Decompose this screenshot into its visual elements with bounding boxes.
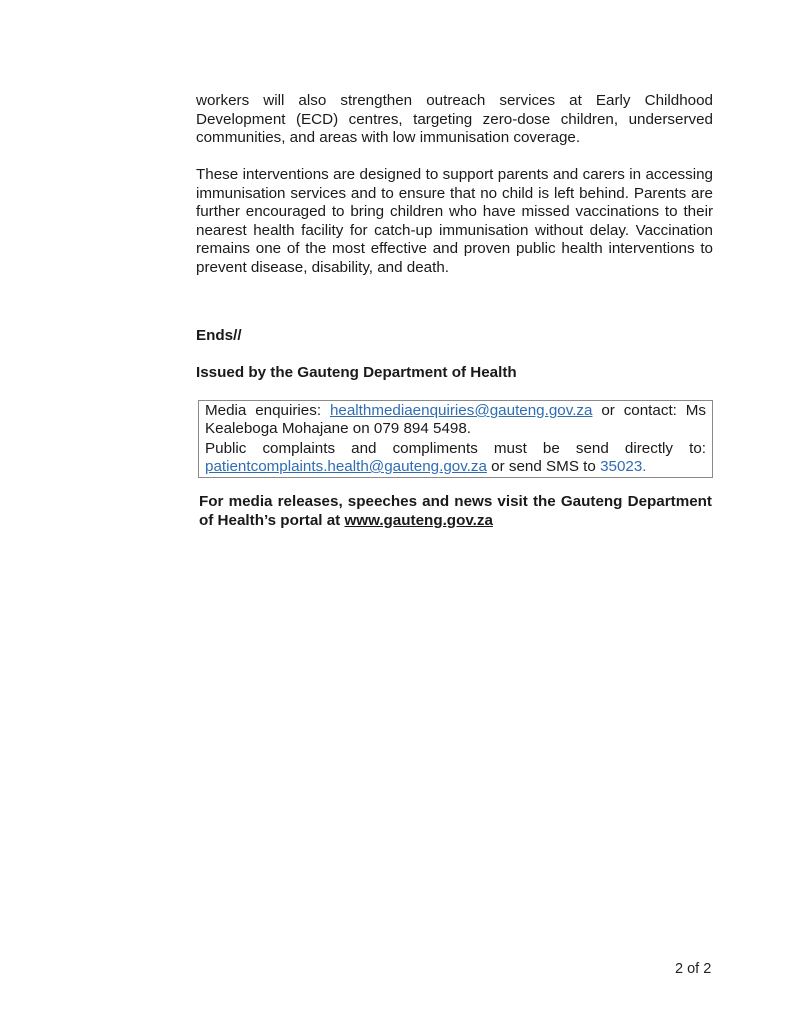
body-paragraph-interventions: These interventions are designed to support parents and carers in accessing immunisation services and to ensure that no child is left behind. Parents are further encouraged to bring children who have missed vaccinations to their nearest health facility for catch-up immunisation without delay. Vaccination remains one of the most effective and proven public health interventions to prevent disease, disability, and death. <box>196 166 713 276</box>
complaints-label: Public complaints and compliments must be send directly to: <box>205 440 706 457</box>
media-contact-person: or contact: Ms Kealeboga Mohajane on 079 894 5498. <box>205 402 706 437</box>
issued-by-heading: Issued by the Gauteng Department of Health <box>196 364 517 381</box>
body-paragraph-outreach: workers will also strengthen outreach services at Early Childhood Development (ECD) centres, targeting zero-dose children, underserved communities, and areas with low immunisation coverage. <box>196 92 713 147</box>
media-enquiries-cell <box>199 401 713 440</box>
complaints-cell <box>199 439 713 478</box>
sms-number[interactable]: 35023. <box>600 458 647 475</box>
media-portal-note <box>199 493 712 530</box>
contact-table <box>198 400 713 478</box>
website-link[interactable]: www.gauteng.gov.za <box>344 511 493 529</box>
media-portal-text: For media releases, speeches and news visit the Gauteng Department of Health’s portal at <box>199 493 712 529</box>
media-enquiries-row <box>199 401 713 440</box>
sms-label: or send SMS to <box>486 458 601 475</box>
complaints-row <box>199 439 713 478</box>
media-enquiries-label: Media enquiries: <box>205 402 330 419</box>
media-email-link[interactable]: healthmediaenquiries@gauteng.gov.za <box>329 402 593 419</box>
complaints-email-link[interactable]: patientcomplaints.health@gauteng.gov.za <box>205 458 487 475</box>
page-number: 2 of 2 <box>675 961 712 977</box>
ends-marker: Ends// <box>196 327 242 344</box>
